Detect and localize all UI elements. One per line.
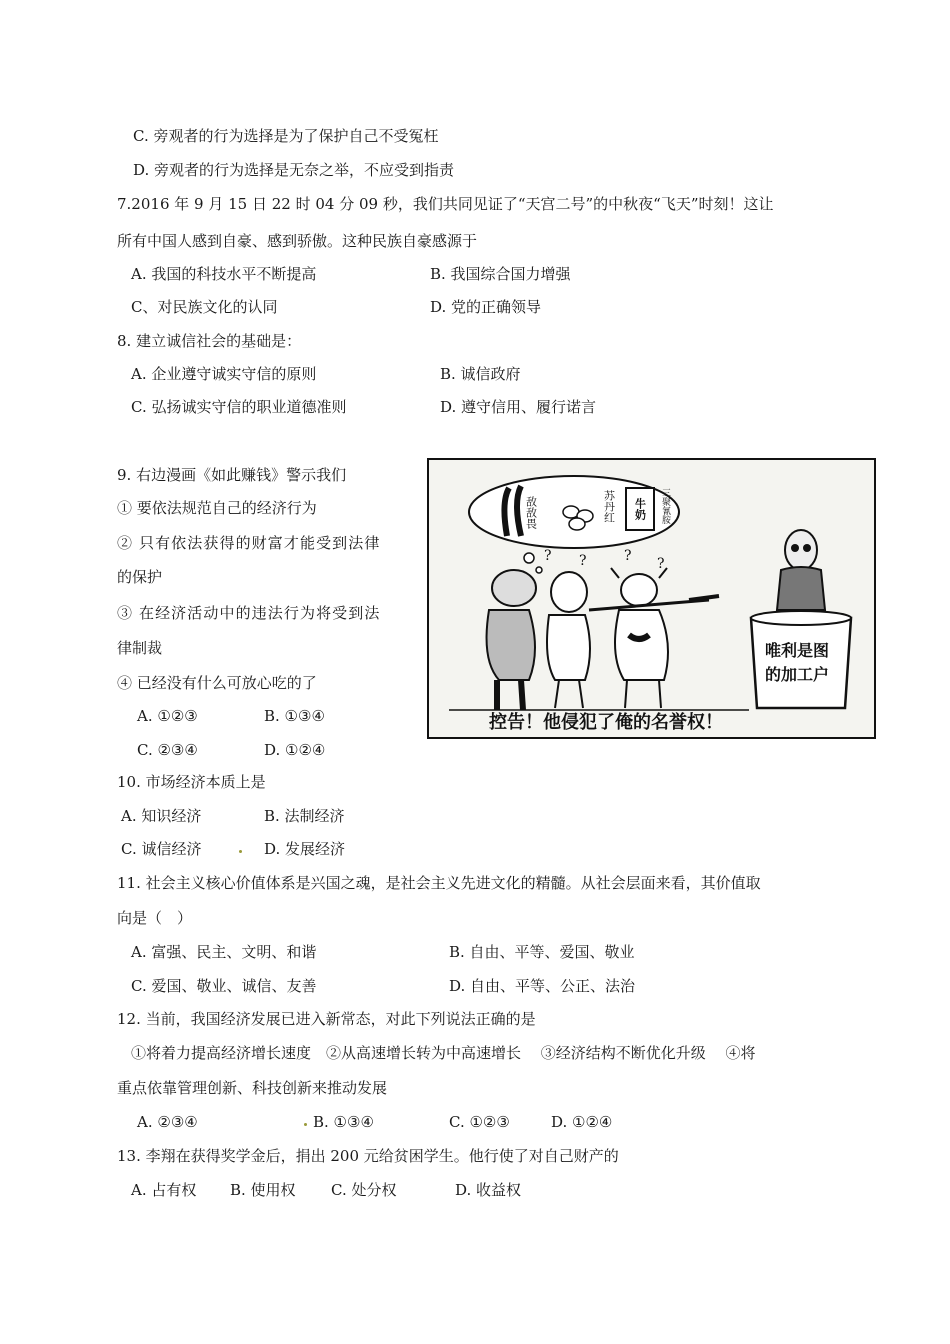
q10-stem: 10. 市场经济本质上是 xyxy=(117,773,266,791)
q12-option-b: B. ①③④ xyxy=(313,1113,374,1131)
q11-option-c: C. 爱国、敬业、诚信、友善 xyxy=(131,977,317,995)
barrel-label-line2: 的加工户 xyxy=(765,665,830,684)
bubble-item-2: 苏丹红 xyxy=(602,490,616,523)
q13-stem: 13. 李翔在获得奖学金后，捐出 200 元给贫困学生。他行使了对自己财产的 xyxy=(117,1147,619,1165)
q8-option-a: A. 企业遵守诚实守信的原则 xyxy=(131,365,317,383)
q8-stem: 8. 建立诚信社会的基础是： xyxy=(117,332,302,350)
q12-option-c: C. ①②③ xyxy=(449,1113,510,1131)
q11-option-a: A. 富强、民主、文明、和谐 xyxy=(131,943,317,961)
q10-option-c: C. 诚信经济 xyxy=(121,840,202,858)
q13-option-a: A. 占有权 xyxy=(131,1181,197,1199)
svg-text:?: ? xyxy=(624,548,632,564)
q11-stem-line1: 11. 社会主义核心价值体系是兴国之魂，是社会主义先进文化的精髓。从社会层面来看，其价值取 xyxy=(117,874,761,892)
q9-option-a: A. ①②③ xyxy=(137,707,198,725)
q7-stem-line1: 7.2016 年 9 月 15 日 22 时 04 分 09 秒，我们共同见证了“天宫二号”的中秋夜“飞天”时刻！这让 xyxy=(117,195,774,213)
q13-option-b: B. 使用权 xyxy=(230,1181,296,1199)
q9-option-b: B. ①③④ xyxy=(264,707,325,725)
q9-statement-3-line2: 律制裁 xyxy=(117,639,163,657)
q7-option-b: B. 我国综合国力增强 xyxy=(430,265,571,283)
q12-statements-line2: 重点依靠管理创新、科技创新来推动发展 xyxy=(117,1079,388,1097)
bubble-item-4: 三聚氰胺 xyxy=(660,488,670,524)
q7-option-c: C、对民族文化的认同 xyxy=(131,298,278,316)
q9-statement-1: ① 要依法规范自己的经济行为 xyxy=(117,499,317,517)
q10-option-a: A. 知识经济 xyxy=(121,807,202,825)
q7-option-d: D. 党的正确领导 xyxy=(430,298,542,316)
q8-option-b: B. 诚信政府 xyxy=(440,365,521,383)
svg-text:?: ? xyxy=(579,553,587,569)
q9-stem: 9. 右边漫画《如此赚钱》警示我们 xyxy=(117,466,347,484)
q9-statement-4: ④ 已经没有什么可放心吃的了 xyxy=(117,674,317,692)
q12-stem: 12. 当前，我国经济发展已进入新常态，对此下列说法正确的是 xyxy=(117,1010,536,1028)
svg-text:?: ? xyxy=(657,556,665,572)
q9-statement-2-line2: 的保护 xyxy=(117,568,163,586)
q9-statement-3-line1: ③ 在经济活动中的违法行为将受到法 xyxy=(117,604,381,622)
q13-option-c: C. 处分权 xyxy=(331,1181,397,1199)
q12-statements-line1: ①将着力提高经济增长速度 ②从高速增长转为中高速增长 ③经济结构不断优化升级 ④将 xyxy=(131,1044,756,1062)
cartoon-caption: 控告！他侵犯了俺的名誉权！ xyxy=(489,712,723,733)
q12-option-d: D. ①②④ xyxy=(551,1113,613,1131)
q6-option-c: C. 旁观者的行为选择是为了保护自己不受冤枉 xyxy=(133,127,439,145)
bubble-item-3: 牛奶 xyxy=(633,498,647,520)
q7-stem-line2: 所有中国人感到自豪、感到骄傲。这种民族自豪感源于 xyxy=(117,232,478,250)
barrel-label-line1: 唯利是图 xyxy=(765,641,830,660)
q11-option-d: D. 自由、平等、公正、法治 xyxy=(449,977,636,995)
q9-option-c: C. ②③④ xyxy=(137,741,198,759)
q9-option-d: D. ①②④ xyxy=(264,741,326,759)
q11-stem-line2: 向是（ ） xyxy=(117,909,193,927)
q6-option-d: D. 旁观者的行为选择是无奈之举，不应受到指责 xyxy=(133,161,455,179)
svg-text:?: ? xyxy=(544,548,552,564)
q8-option-c: C. 弘扬诚实守信的职业道德准则 xyxy=(131,398,347,416)
stray-dot xyxy=(239,850,242,853)
q7-option-a: A. 我国的科技水平不断提高 xyxy=(131,265,317,283)
cartoon-image xyxy=(427,458,876,739)
bubble-item-1: 敌敌畏 xyxy=(524,496,538,529)
q13-option-d: D. 收益权 xyxy=(455,1181,522,1199)
barrel xyxy=(751,618,851,708)
q10-option-b: B. 法制经济 xyxy=(264,807,345,825)
stray-dot-2 xyxy=(304,1123,307,1126)
q8-option-d: D. 遵守信用、履行诺言 xyxy=(440,398,597,416)
q12-option-a: A. ②③④ xyxy=(137,1113,198,1131)
q11-option-b: B. 自由、平等、爱国、敬业 xyxy=(449,943,635,961)
q10-option-d: D. 发展经济 xyxy=(264,840,346,858)
q9-statement-2-line1: ② 只有依法获得的财富才能受到法律 xyxy=(117,534,381,552)
